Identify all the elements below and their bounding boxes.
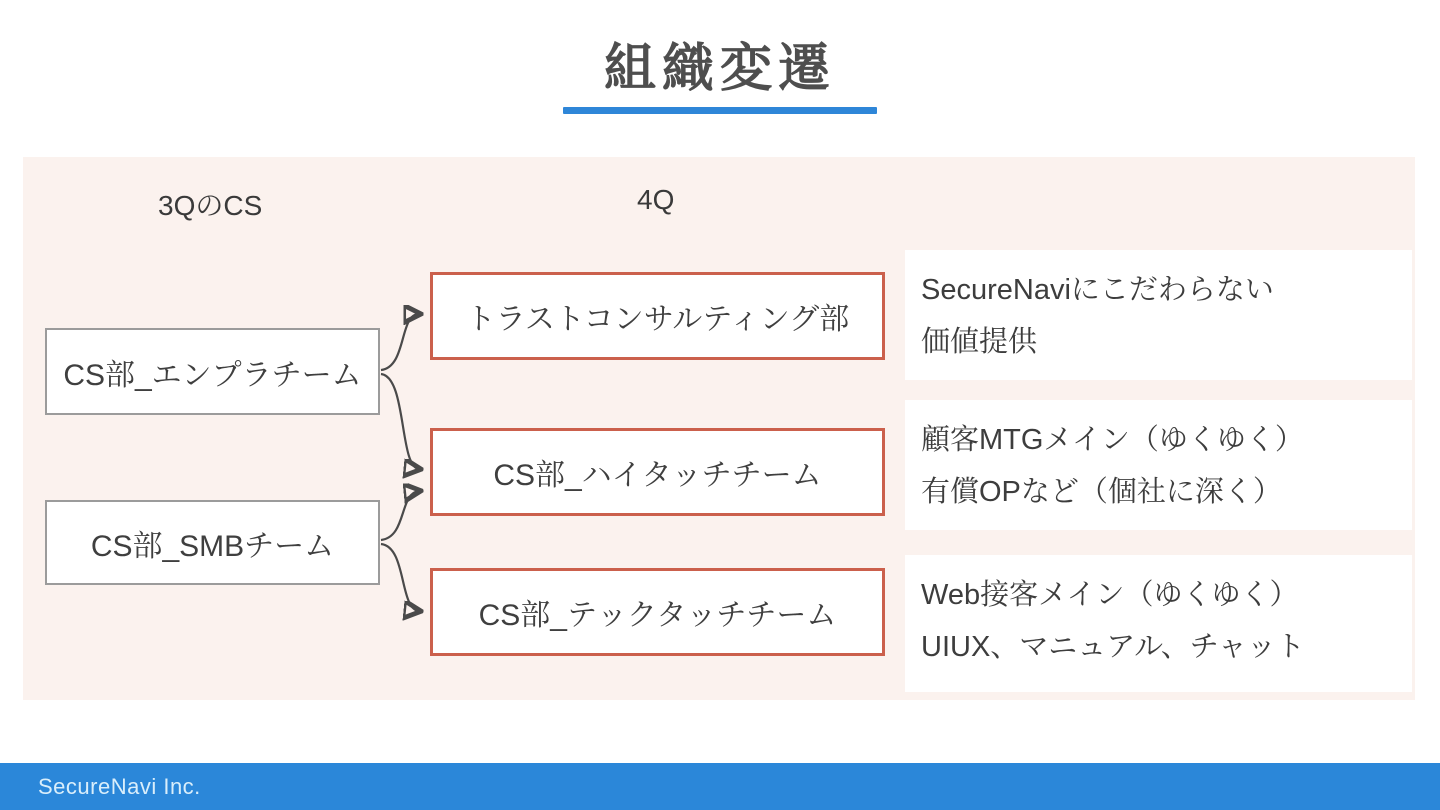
- arrow-enterprise-to-trust: [381, 314, 419, 370]
- description-line: Web接客メイン（ゆくゆく）: [921, 579, 1299, 611]
- column-label-4q: 4Q: [637, 184, 675, 215]
- description-line: 顧客MTGメイン（ゆくゆく）: [921, 424, 1304, 456]
- source-box-enterprise-team: CS部_エンプラチーム: [45, 328, 380, 415]
- description-line: 価値提供: [921, 326, 1038, 358]
- target-box-high-touch-team: CS部_ハイタッチチーム: [430, 428, 885, 516]
- footer-company-name: SecureNavi Inc.: [38, 773, 201, 799]
- description-trust-consulting: [905, 250, 1412, 380]
- arrow-enterprise-to-hightouch: [381, 374, 419, 469]
- description-line: UIUX、マニュアル、チャット: [921, 631, 1305, 663]
- description-high-touch: [905, 400, 1412, 530]
- slide-title: 組織変遷: [603, 40, 836, 98]
- description-line: SecureNaviにこだわらない: [921, 274, 1274, 306]
- target-box-trust-consulting: トラストコンサルティング部: [430, 272, 885, 360]
- target-box-tech-touch-team: CS部_テックタッチチーム: [430, 568, 885, 656]
- arrow-smb-to-techtouch: [381, 544, 419, 611]
- diagram-panel: [23, 157, 1415, 700]
- source-box-smb-team: CS部_SMBチーム: [45, 500, 380, 585]
- description-tech-touch: [905, 555, 1412, 692]
- arrow-smb-to-hightouch: [381, 491, 419, 540]
- description-line: 有償OPなど（個社に深く）: [921, 476, 1282, 508]
- title-underline: [563, 107, 877, 114]
- column-label-3q-cs: 3QのCS: [158, 190, 263, 221]
- footer-bar: [0, 763, 1440, 810]
